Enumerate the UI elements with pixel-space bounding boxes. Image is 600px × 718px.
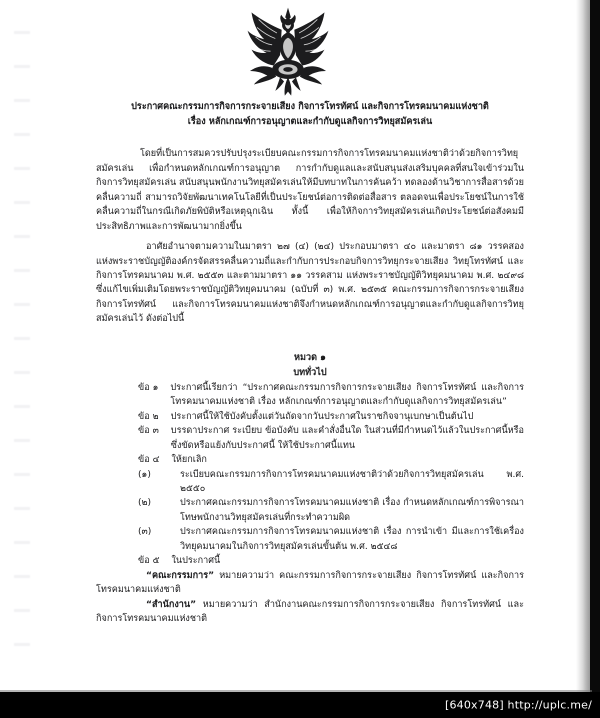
clause-item — [96, 410, 524, 424]
clause-text: ในประกาศนี้ — [171, 556, 221, 567]
definition-text: หมายความว่า คณะกรรมการกิจการกระจายเสียง กิจการโทรทัศน์ และกิจการโทรคมนาคมแห่งชาติ — [96, 570, 524, 596]
chapter-number-label: หมวด ๑ — [294, 352, 326, 363]
sub-clause-text: ประกาศคณะกรรมการกิจการโทรคมนาคมแห่งชาติ เรื่อง กำหนดหลักเกณฑ์การพิจารณาโทษพนักงานวิทยุสมัครเล่นที่กระทำความผิด — [180, 498, 524, 523]
emblem-container — [0, 6, 576, 102]
document-text-body — [96, 100, 524, 627]
clause-number: ข้อ ๕ — [138, 556, 160, 567]
chapter-subtitle: บททั่วไป — [293, 367, 327, 378]
sub-clause-item — [96, 496, 524, 525]
page-edge-shadow — [576, 0, 590, 692]
document-title-line-2: เรื่อง หลักเกณฑ์การอนุญาตและกำกับดูแลกิจการวิทยุสมัครเล่น — [187, 117, 433, 128]
clause-number: ข้อ ๔ — [138, 455, 160, 466]
definition-term: “สำนักงาน” — [146, 599, 197, 610]
sub-clause-number: (๑) — [138, 469, 151, 480]
clause-item — [96, 381, 524, 410]
sub-clause-text: ระเบียบคณะกรรมการกิจการโทรคมนาคมแห่งชาติว่าด้วยกิจการวิทยุสมัครเล่น พ.ศ. ๒๕๕๐ — [180, 469, 524, 495]
definition-term: “คณะกรรมการ” — [146, 570, 215, 581]
scan-bleed-artifact — [14, 18, 30, 658]
sub-clause-number: (๓) — [138, 527, 152, 538]
sub-clause-item — [96, 468, 524, 497]
preamble-paragraph-2: อาศัยอำนาจตามความในมาตรา ๒๗ (๔) (๒๔) ประกอบมาตรา ๔๐ และมาตรา ๘๑ วรรคสอง แห่งพระราชบัญญัติองค์กรจัดสรรคลื่นความถี่และกำกับการประกอบกิจการวิทยุกระจายเสียง วิทยุโทรทัศน์ และกิจการโทรคมนาคม พ.ศ. ๒๕๕๓ และตามมาตรา ๑๑ วรรคสาม แห่งพระราชบัญญัติวิทยุคมนาคม พ.ศ. ๒๔๙๘ ซึ่งแก้ไขเพิ่มเติมโดยพระราชบัญญัติวิทยุคมนาคม (ฉบับที่ ๓) พ.ศ. ๒๕๓๕ คณะกรรมการกิจการกระจายเสียง กิจการโทรทัศน์ และกิจการโทรคมนาคมแห่งชาติจึงกำหนดหลักเกณฑ์การอนุญาตและกำกับดูแลกิจการวิทยุสมัครเล่นไว้ ดังต่อไปนี้ — [96, 242, 524, 325]
chapter-heading — [96, 351, 524, 381]
clause-number: ข้อ ๓ — [138, 426, 159, 437]
clause-item — [96, 453, 524, 467]
definition-entry — [96, 569, 524, 598]
preamble-paragraph-1: โดยที่เป็นการสมควรปรับปรุงระเบียบคณะกรรมการกิจการโทรคมนาคมแห่งชาติว่าด้วยกิจการวิทยุสมัครเล่น เพื่อกำหนดหลักเกณฑ์การอนุญาต การกำกับดูแลและสนับสนุนส่งเสริมบุคคลที่สนใจเข้าร่วมในกิจการวิทยุสมัครเล่น สนับสนุนพนักงานวิทยุสมัครเล่นให้มีบทบาทในการค้นคว้า ทดลองด้านวิชาการสื่อสารด้วยคลื่นความถี่ สามารถวิจัยพัฒนาเทคโนโลยีที่เป็นประโยชน์ต่อการติดต่อสื่อสาร ตลอดจนเพื่อประโยชน์ในการใช้คลื่นความถี่ในกรณีเกิดภัยพิบัติหรือเหตุฉุกเฉิน ทั้งนี้ เพื่อให้กิจการวิทยุสมัครเล่นเกิดประโยชน์ต่อสังคมมีประสิทธิภาพและการพัฒนามากยิ่งขึ้น — [96, 149, 524, 232]
clause-text: ประกาศนี้ให้ใช้บังคับตั้งแต่วันถัดจากวันประกาศในราชกิจจานุเบกษาเป็นต้นไป — [170, 411, 474, 422]
clause-text: ให้ยกเลิก — [171, 455, 207, 466]
viewer-right-margin — [590, 0, 600, 692]
document-title-line-1: ประกาศคณะกรรมการกิจการกระจายเสียง กิจการโทรทัศน์ และกิจการโทรคมนาคมแห่งชาติ — [131, 102, 489, 112]
clause-text: ประกาศนี้เรียกว่า “ประกาศคณะกรรมการกิจการกระจายเสียง กิจการโทรทัศน์ และกิจการโทรคมนาคมแห่งชาติ เรื่อง หลักเกณฑ์การอนุญาตและกำกับดูแลกิจการวิทยุสมัครเล่น” — [170, 382, 524, 408]
chapter-spacer — [96, 329, 524, 351]
footer-caption[interactable]: [640x748] http://uplc.me/ — [444, 698, 592, 712]
clause-number: ข้อ ๑ — [138, 382, 159, 393]
clause-text: บรรดาประกาศ ระเบียบ ข้อบังคับ และคำสั่งอื่นใด ในส่วนที่มีกำหนดไว้แล้วในประกาศนี้หรือซึ่งขัดหรือแย้งกับประกาศนี้ ให้ใช้ประกาศนี้แทน — [170, 426, 524, 451]
garuda-emblem — [240, 6, 336, 98]
definition-text: หมายความว่า สำนักงานคณะกรรมการกิจการกระจายเสียง กิจการโทรทัศน์ และกิจการโทรคมนาคมแห่งชาติ — [96, 599, 524, 625]
definition-entry — [96, 598, 524, 627]
clause-number: ข้อ ๒ — [138, 411, 159, 422]
sub-clause-number: (๒) — [138, 498, 152, 509]
clause-item — [96, 424, 524, 453]
document-title — [96, 100, 524, 130]
viewer-footer-bar — [0, 692, 600, 718]
sub-clause-text: ประกาศคณะกรรมการกิจการโทรคมนาคมแห่งชาติ เรื่อง การนำเข้า มีและการใช้เครื่องวิทยุคมนาคมในกิจการวิทยุสมัครเล่นขั้นต้น พ.ศ. ๒๕๔๘ — [180, 527, 524, 552]
sub-clause-item — [96, 525, 524, 554]
clause-item — [96, 554, 524, 568]
